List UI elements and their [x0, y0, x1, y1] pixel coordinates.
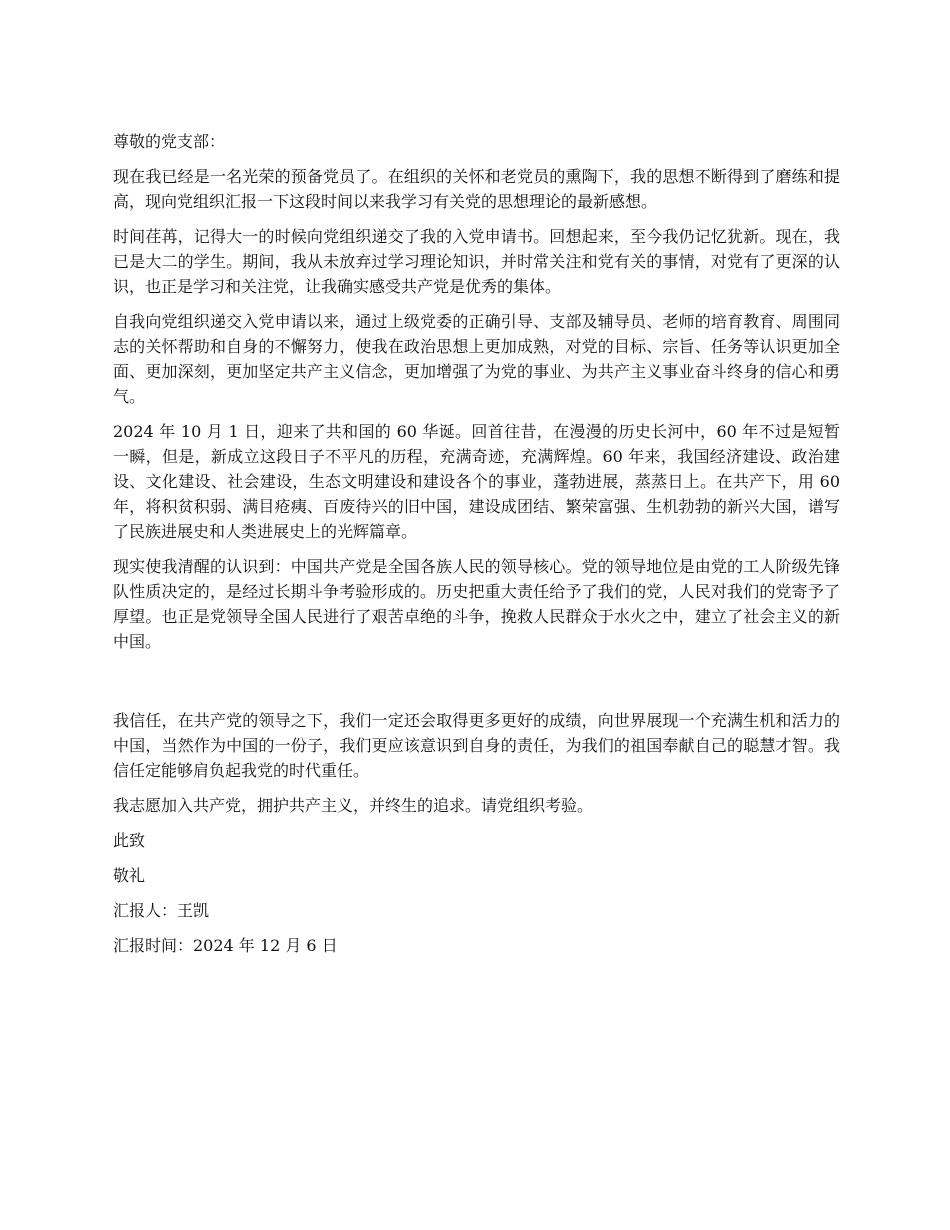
paragraph-7: 我志愿加入共产党，拥护共产主义，并终生的追求。请党组织考验。 — [113, 796, 594, 815]
closing-line-2: 敬礼 — [113, 866, 146, 885]
paragraph-6: 我信任，在共产党的领导之下，我们一定还会取得更多更好的成绩，向世界展现一个充满生机和活力的中国，当然作为中国的一份子，我们更应该意识到自身的责任，为我们的祖国奉献自己的聪慧才智。我信任定能够肩负起我党的时代重任。 — [113, 711, 840, 780]
reporter-name: 汇报人：王凯 — [113, 901, 210, 920]
salutation: 尊敬的党支部： — [113, 132, 226, 151]
letter-page — [113, 129, 840, 958]
paragraph-3: 自我向党组织递交入党申请以来，通过上级党委的正确引导、支部及辅导员、老师的培育教育、周围同志的关怀帮助和自身的不懈努力，使我在政治思想上更加成熟，对党的目标、宗旨、任务等认识更加全面、更加深刻，更加坚定共产主义信念，更加增强了为党的事业、为共产主义事业奋斗终身的信心和勇气。 — [113, 312, 840, 406]
paragraph-2: 时间荏苒，记得大一的时候向党组织递交了我的入党申请书。回想起来，至今我仍记忆犹新。现在，我已是大二的学生。期间，我从未放弃过学习理论知识，并时常关注和党有关的事情，对党有了更深的认识，也正是学习和关注党，让我确实感受共产党是优秀的集体。 — [113, 227, 840, 296]
paragraph-4: 2024 年 10 月 1 日，迎来了共和国的 60 华诞。回首往昔，在漫漫的历史长河中，60 年不过是短暂一瞬，但是，新成立这段日子不平凡的历程，充满奇迹，充满辉煌。60 年来，我国经济建设、政治建设、文化建设、社会建设，生态文明建设和建设各个的事业，蓬勃进展，蒸蒸日上。在共产下，用 60 年，将积贫积弱、满目疮痍、百废待兴的旧中国，建设成团结、繁荣富强、生机勃勃的新兴大国，谱写了民族进展史和人类进展史上的光辉篇章。 — [113, 422, 840, 541]
report-date: 汇报时间：2024 年 12 月 6 日 — [113, 936, 338, 955]
paragraph-1: 现在我已经是一名光荣的预备党员了。在组织的关怀和老党员的熏陶下，我的思想不断得到了磨练和提高，现向党组织汇报一下这段时间以来我学习有关党的思想理论的最新感想。 — [113, 167, 840, 211]
closing-line-1: 此致 — [113, 831, 146, 850]
paragraph-5: 现实使我清醒的认识到：中国共产党是全国各族人民的领导核心。党的领导地位是由党的工人阶级先锋队性质决定的，是经过长期斗争考验形成的。历史把重大责任给予了我们的党，人民对我们的党寄予了厚望。也正是党领导全国人民进行了艰苦卓绝的斗争，挽救人民群众于水火之中，建立了社会主义的新中国。 — [113, 557, 840, 651]
